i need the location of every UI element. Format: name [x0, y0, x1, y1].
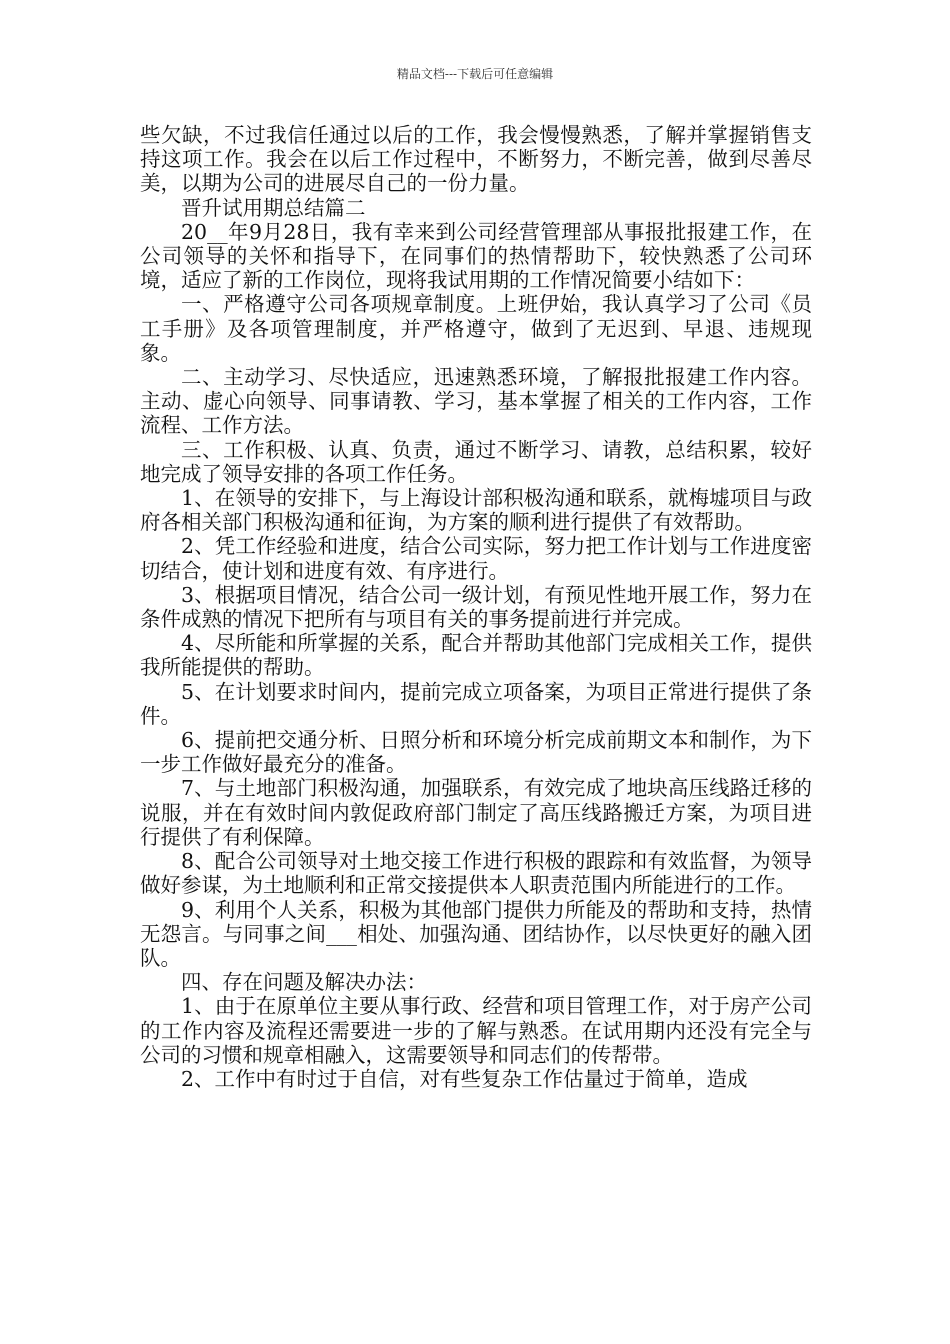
- list-item-2: 2、凭工作经验和进度，结合公司实际，努力把工作计划与工作进度密切结合，使计划和进度有效、有序进行。: [140, 534, 812, 583]
- list-item-9: 9、利用个人关系，积极为其他部门提供力所能及的帮助和支持，热情无怨言。与同事之间___相处、加强沟通、团结协作，以尽快更好的融入团队。: [140, 897, 812, 970]
- page-header: 精品文档---下载后可任意编辑: [396, 67, 554, 81]
- list-item-6: 6、提前把交通分析、日照分析和环境分析完成前期文本和制作，为下一步工作做好最充分的准备。: [140, 728, 812, 777]
- list-item-4: 4、尽所能和所掌握的关系，配合并帮助其他部门完成相关工作，提供我所能提供的帮助。: [140, 631, 812, 680]
- list-item-8: 8、配合公司领导对土地交接工作进行积极的跟踪和有效监督，为领导做好参谋，为土地顺利和正常交接提供本人职责范围内所能进行的工作。: [140, 849, 812, 898]
- list-item-1: 1、在领导的安排下，与上海设计部积极沟通和联系，就梅墟项目与政府各相关部门积极沟通和征询，为方案的顺利进行提供了有效帮助。: [140, 486, 812, 535]
- problem-item-1: 1、由于在原单位主要从事行政、经营和项目管理工作，对于房产公司的工作内容及流程还需要进一步的了解与熟悉。在试用期内还没有完全与公司的习惯和规章相融入，这需要领导和同志们的传帮带。: [140, 994, 812, 1067]
- paragraph-point-1: 一、严格遵守公司各项规章制度。上班伊始，我认真学习了公司《员工手册》及各项管理制度，并严格遵守，做到了无迟到、早退、违规现象。: [140, 292, 812, 365]
- paragraph-intro: 20__年9月28日，我有幸来到公司经营管理部从事报批报建工作，在公司领导的关怀和指导下，在同事们的热情帮助下，较快熟悉了公司环境，适应了新的工作岗位，现将我试用期的工作情况简要小结如下：: [140, 219, 812, 293]
- paragraph-point-4: 四、存在问题及解决办法：: [181, 970, 427, 995]
- list-item-5: 5、在计划要求时间内，提前完成立项备案，为项目正常进行提供了条件。: [140, 679, 812, 728]
- list-item-7: 7、与土地部门积极沟通，加强联系，有效完成了地块高压线路迁移的说服，并在有效时间内敦促政府部门制定了高压线路搬迁方案，为项目进行提供了有利保障。: [140, 776, 812, 849]
- paragraph-continuation: 些欠缺，不过我信任通过以后的工作，我会慢慢熟悉，了解并掌握销售支持这项工作。我会在以后工作过程中，不断努力，不断完善，做到尽善尽美，以期为公司的进展尽自己的一份力量。: [140, 123, 812, 196]
- list-item-3: 3、根据项目情况，结合公司一级计划，有预见性地开展工作，努力在条件成熟的情况下把所有与项目有关的事务提前进行并完成。: [140, 582, 812, 632]
- paragraph-point-2: 二、主动学习、尽快适应，迅速熟悉环境，了解报批报建工作内容。主动、虚心向领导、同事请教、学习，基本掌握了相关的工作内容，工作流程、工作方法。: [140, 365, 812, 438]
- section-title: 晋升试用期总结篇二: [181, 195, 366, 220]
- problem-item-2: 2、工作中有时过于自信，对有些复杂工作估量过于简单，造成: [181, 1066, 748, 1091]
- document-body: [140, 123, 812, 1091]
- paragraph-point-3: 三、工作积极、认真、负责，通过不断学习、请教，总结积累，较好地完成了领导安排的各项工作任务。: [140, 437, 812, 486]
